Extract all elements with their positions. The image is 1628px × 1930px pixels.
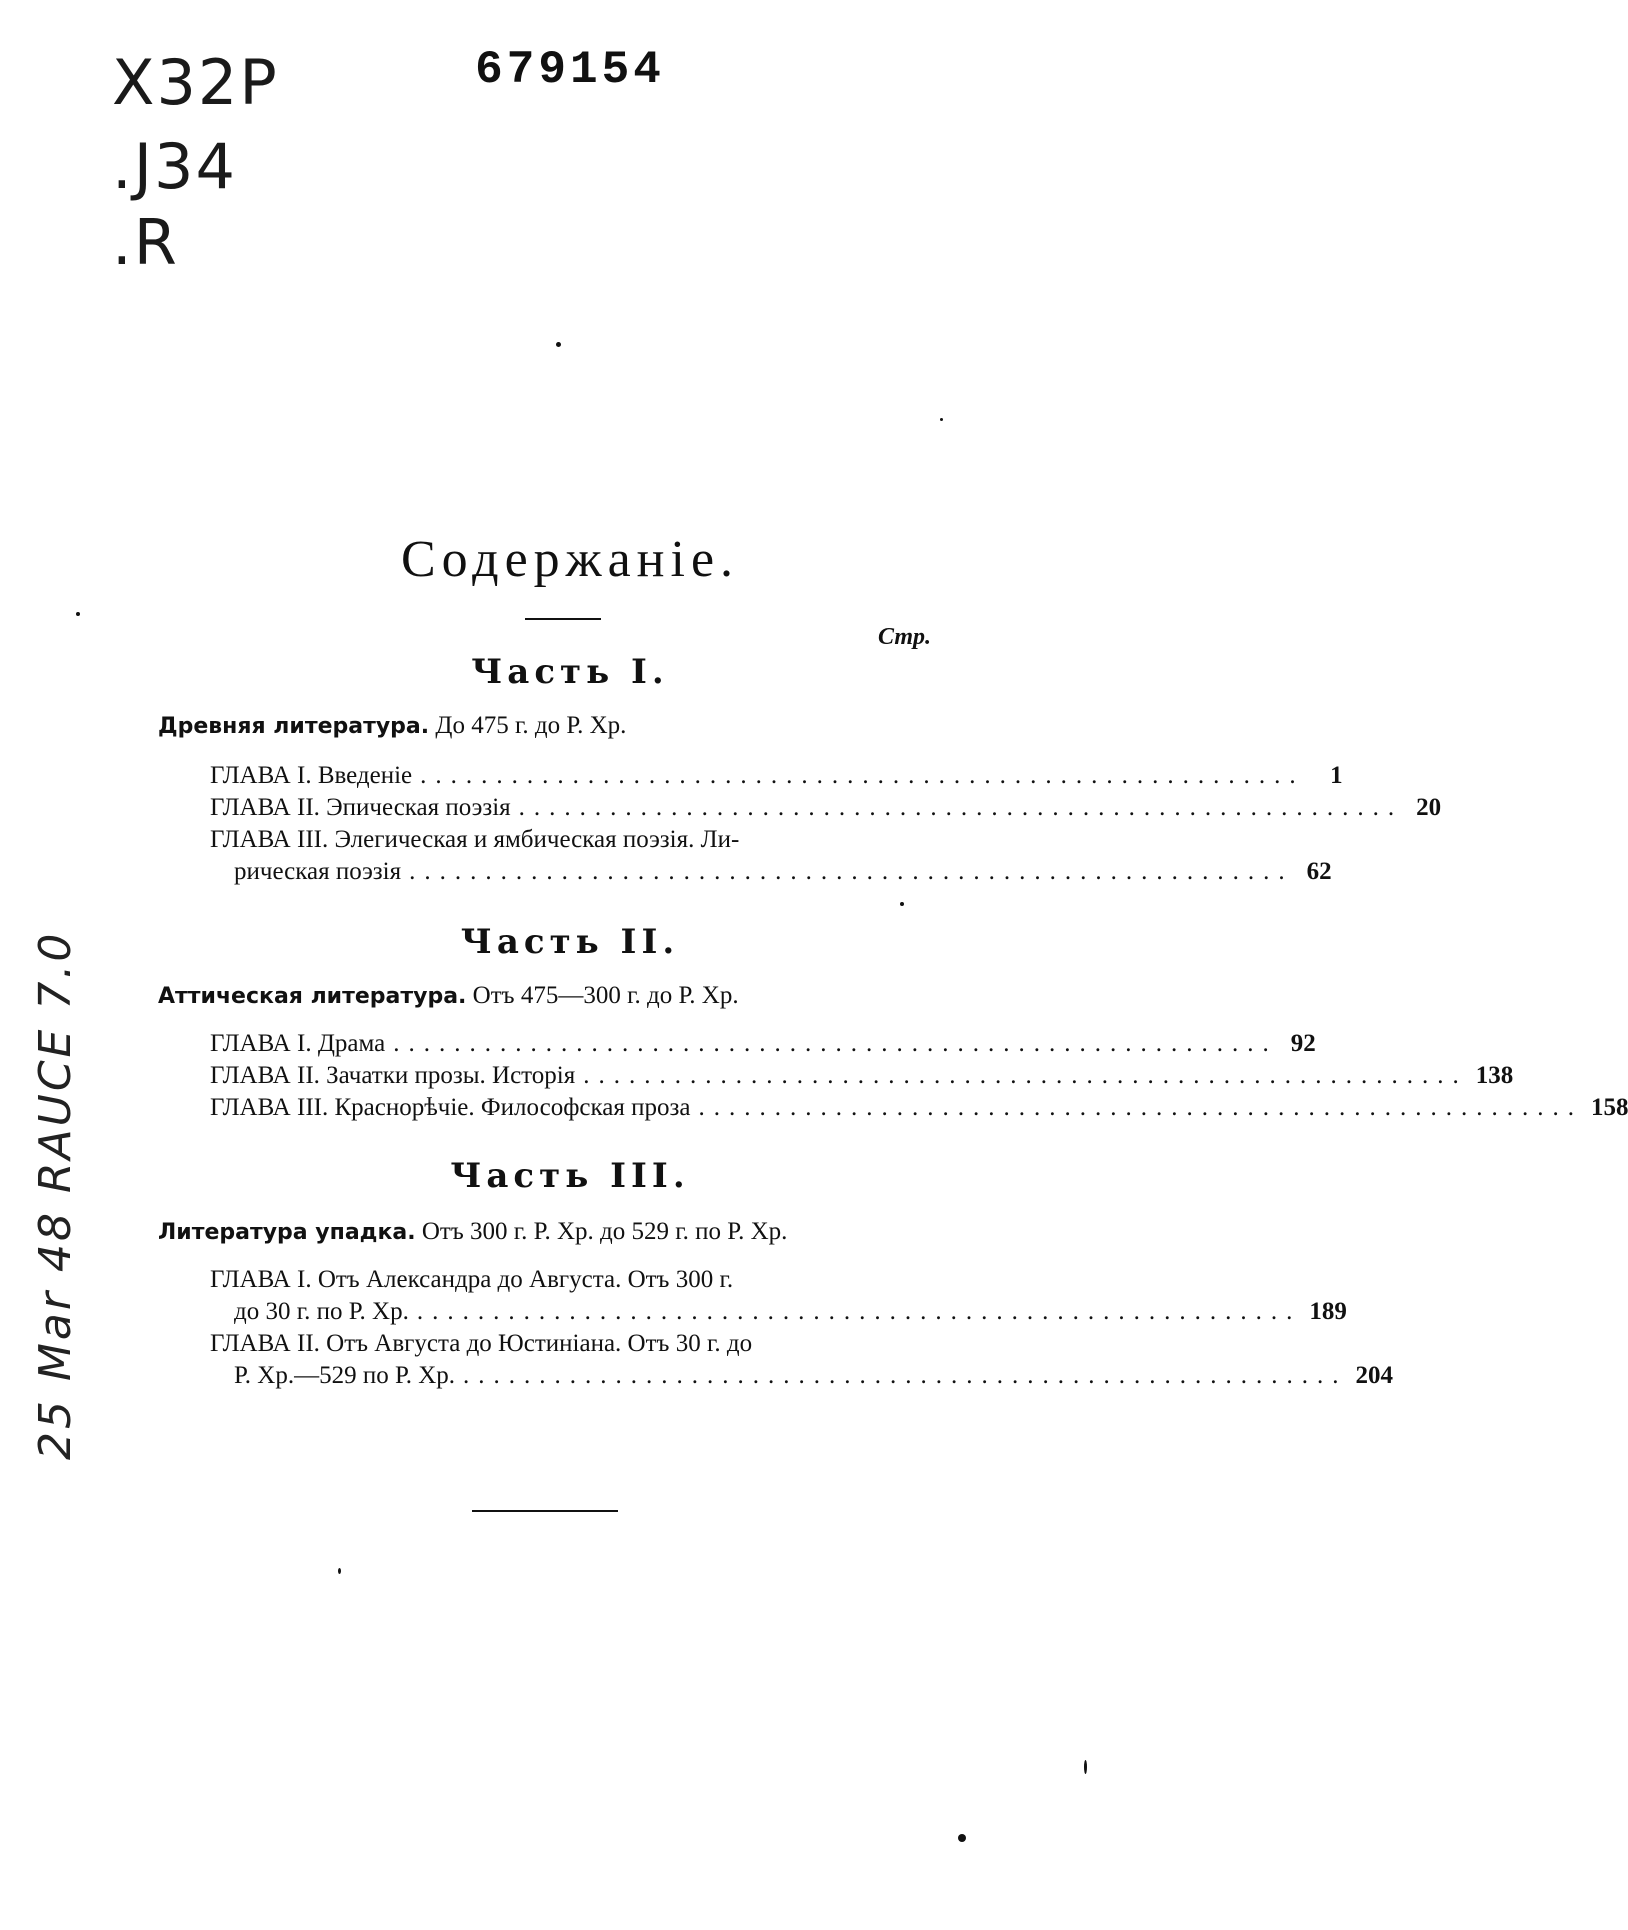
- scan-speck: [1084, 1760, 1087, 1774]
- scan-speck: [76, 612, 80, 616]
- toc-entry: [210, 1264, 1347, 1328]
- part-1-section-name: Древняя литература.: [158, 714, 430, 739]
- accession-number: 679154: [475, 44, 665, 96]
- part-2-section-name: Аттическая литература.: [158, 984, 467, 1009]
- chapter-title-continued: рическая поэзія: [234, 858, 402, 885]
- leader-dots: ..........................................................: [698, 1094, 1583, 1121]
- page-number: 92: [1290, 1030, 1316, 1057]
- chapter-title: ГЛАВА II. Эпическая поэзія: [210, 794, 511, 821]
- part-3-section-range: Отъ 300 г. Р. Хр. до 529 г. по Р. Хр.: [415, 1218, 788, 1245]
- chapter-title: ГЛАВА II. Зачатки прозы. Исторія: [210, 1062, 576, 1089]
- chapter-title: ГЛАВА III. Краснорѣчіе. Философская проза: [210, 1094, 691, 1121]
- page-number: 1: [1330, 762, 1343, 789]
- leader-dots: ..........................................................: [393, 1030, 1278, 1057]
- scan-speck: [556, 342, 561, 347]
- chapter-title: ГЛАВА I. Введеніе: [210, 762, 413, 789]
- part-1-section-range: До 475 г. до Р. Хр.: [429, 712, 627, 739]
- toc-entry: [210, 792, 1442, 824]
- toc-entry: [210, 1092, 1628, 1124]
- title-rule: [525, 618, 601, 620]
- page-column-label: Стр.: [878, 624, 932, 650]
- leader-dots: ..........................................................: [416, 1298, 1302, 1325]
- scan-speck: [900, 902, 904, 906]
- toc-entry: [210, 824, 1332, 888]
- part-3-section: [158, 1218, 787, 1246]
- call-number-line-1: X32P: [112, 46, 279, 119]
- page-number: 62: [1306, 858, 1332, 885]
- leader-dots: ..........................................................: [409, 858, 1294, 885]
- side-handwritten-note: 25 Mar 48 RAUCE 7.0: [30, 930, 81, 1460]
- page-number: 20: [1416, 794, 1442, 821]
- page-number: 138: [1475, 1062, 1514, 1089]
- part-2-section: [158, 982, 739, 1010]
- leader-dots: ..........................................................: [463, 1362, 1348, 1389]
- part-2-title: Часть II.: [460, 922, 680, 962]
- toc-entry: [210, 1028, 1316, 1060]
- chapter-title: ГЛАВА I. Отъ Александра до Августа. Отъ 300 г.: [210, 1266, 734, 1293]
- chapter-title-continued: до 30 г. по Р. Хр.: [234, 1298, 409, 1325]
- leader-dots: ..........................................................: [583, 1062, 1468, 1089]
- part-2-section-range: Отъ 475—300 г. до Р. Хр.: [466, 982, 739, 1009]
- toc-entry: [210, 760, 1343, 792]
- page-number: 158: [1590, 1094, 1628, 1121]
- page-number: 204: [1355, 1362, 1394, 1389]
- leader-dots: ..........................................................: [420, 762, 1305, 789]
- page-number: 189: [1309, 1298, 1347, 1325]
- chapter-title: ГЛАВА III. Элегическая и ямбическая поэзія. Ли-: [210, 826, 740, 853]
- part-1-title: Часть I.: [471, 652, 669, 692]
- chapter-title: ГЛАВА II. Отъ Августа до Юстиніана. Отъ 30 г. до: [210, 1330, 753, 1357]
- scan-speck: [940, 418, 943, 421]
- chapter-title: ГЛАВА I. Драма: [210, 1030, 386, 1057]
- part-3-title: Часть III.: [450, 1156, 690, 1196]
- chapter-title-continued: Р. Хр.—529 по Р. Хр.: [234, 1362, 456, 1389]
- leader-dots: ..........................................................: [518, 794, 1404, 821]
- scan-speck: [338, 1568, 341, 1574]
- part-1-section: [158, 712, 626, 740]
- end-rule: [472, 1510, 618, 1512]
- toc-entry: [210, 1328, 1394, 1392]
- part-3-section-name: Литература упадка.: [158, 1220, 416, 1245]
- toc-entry: [210, 1060, 1514, 1092]
- call-number-line-3: .R: [112, 206, 179, 279]
- page-title: Содержаніе.: [400, 531, 740, 588]
- call-number-line-2: .J34: [112, 130, 237, 203]
- scan-speck: [958, 1834, 966, 1842]
